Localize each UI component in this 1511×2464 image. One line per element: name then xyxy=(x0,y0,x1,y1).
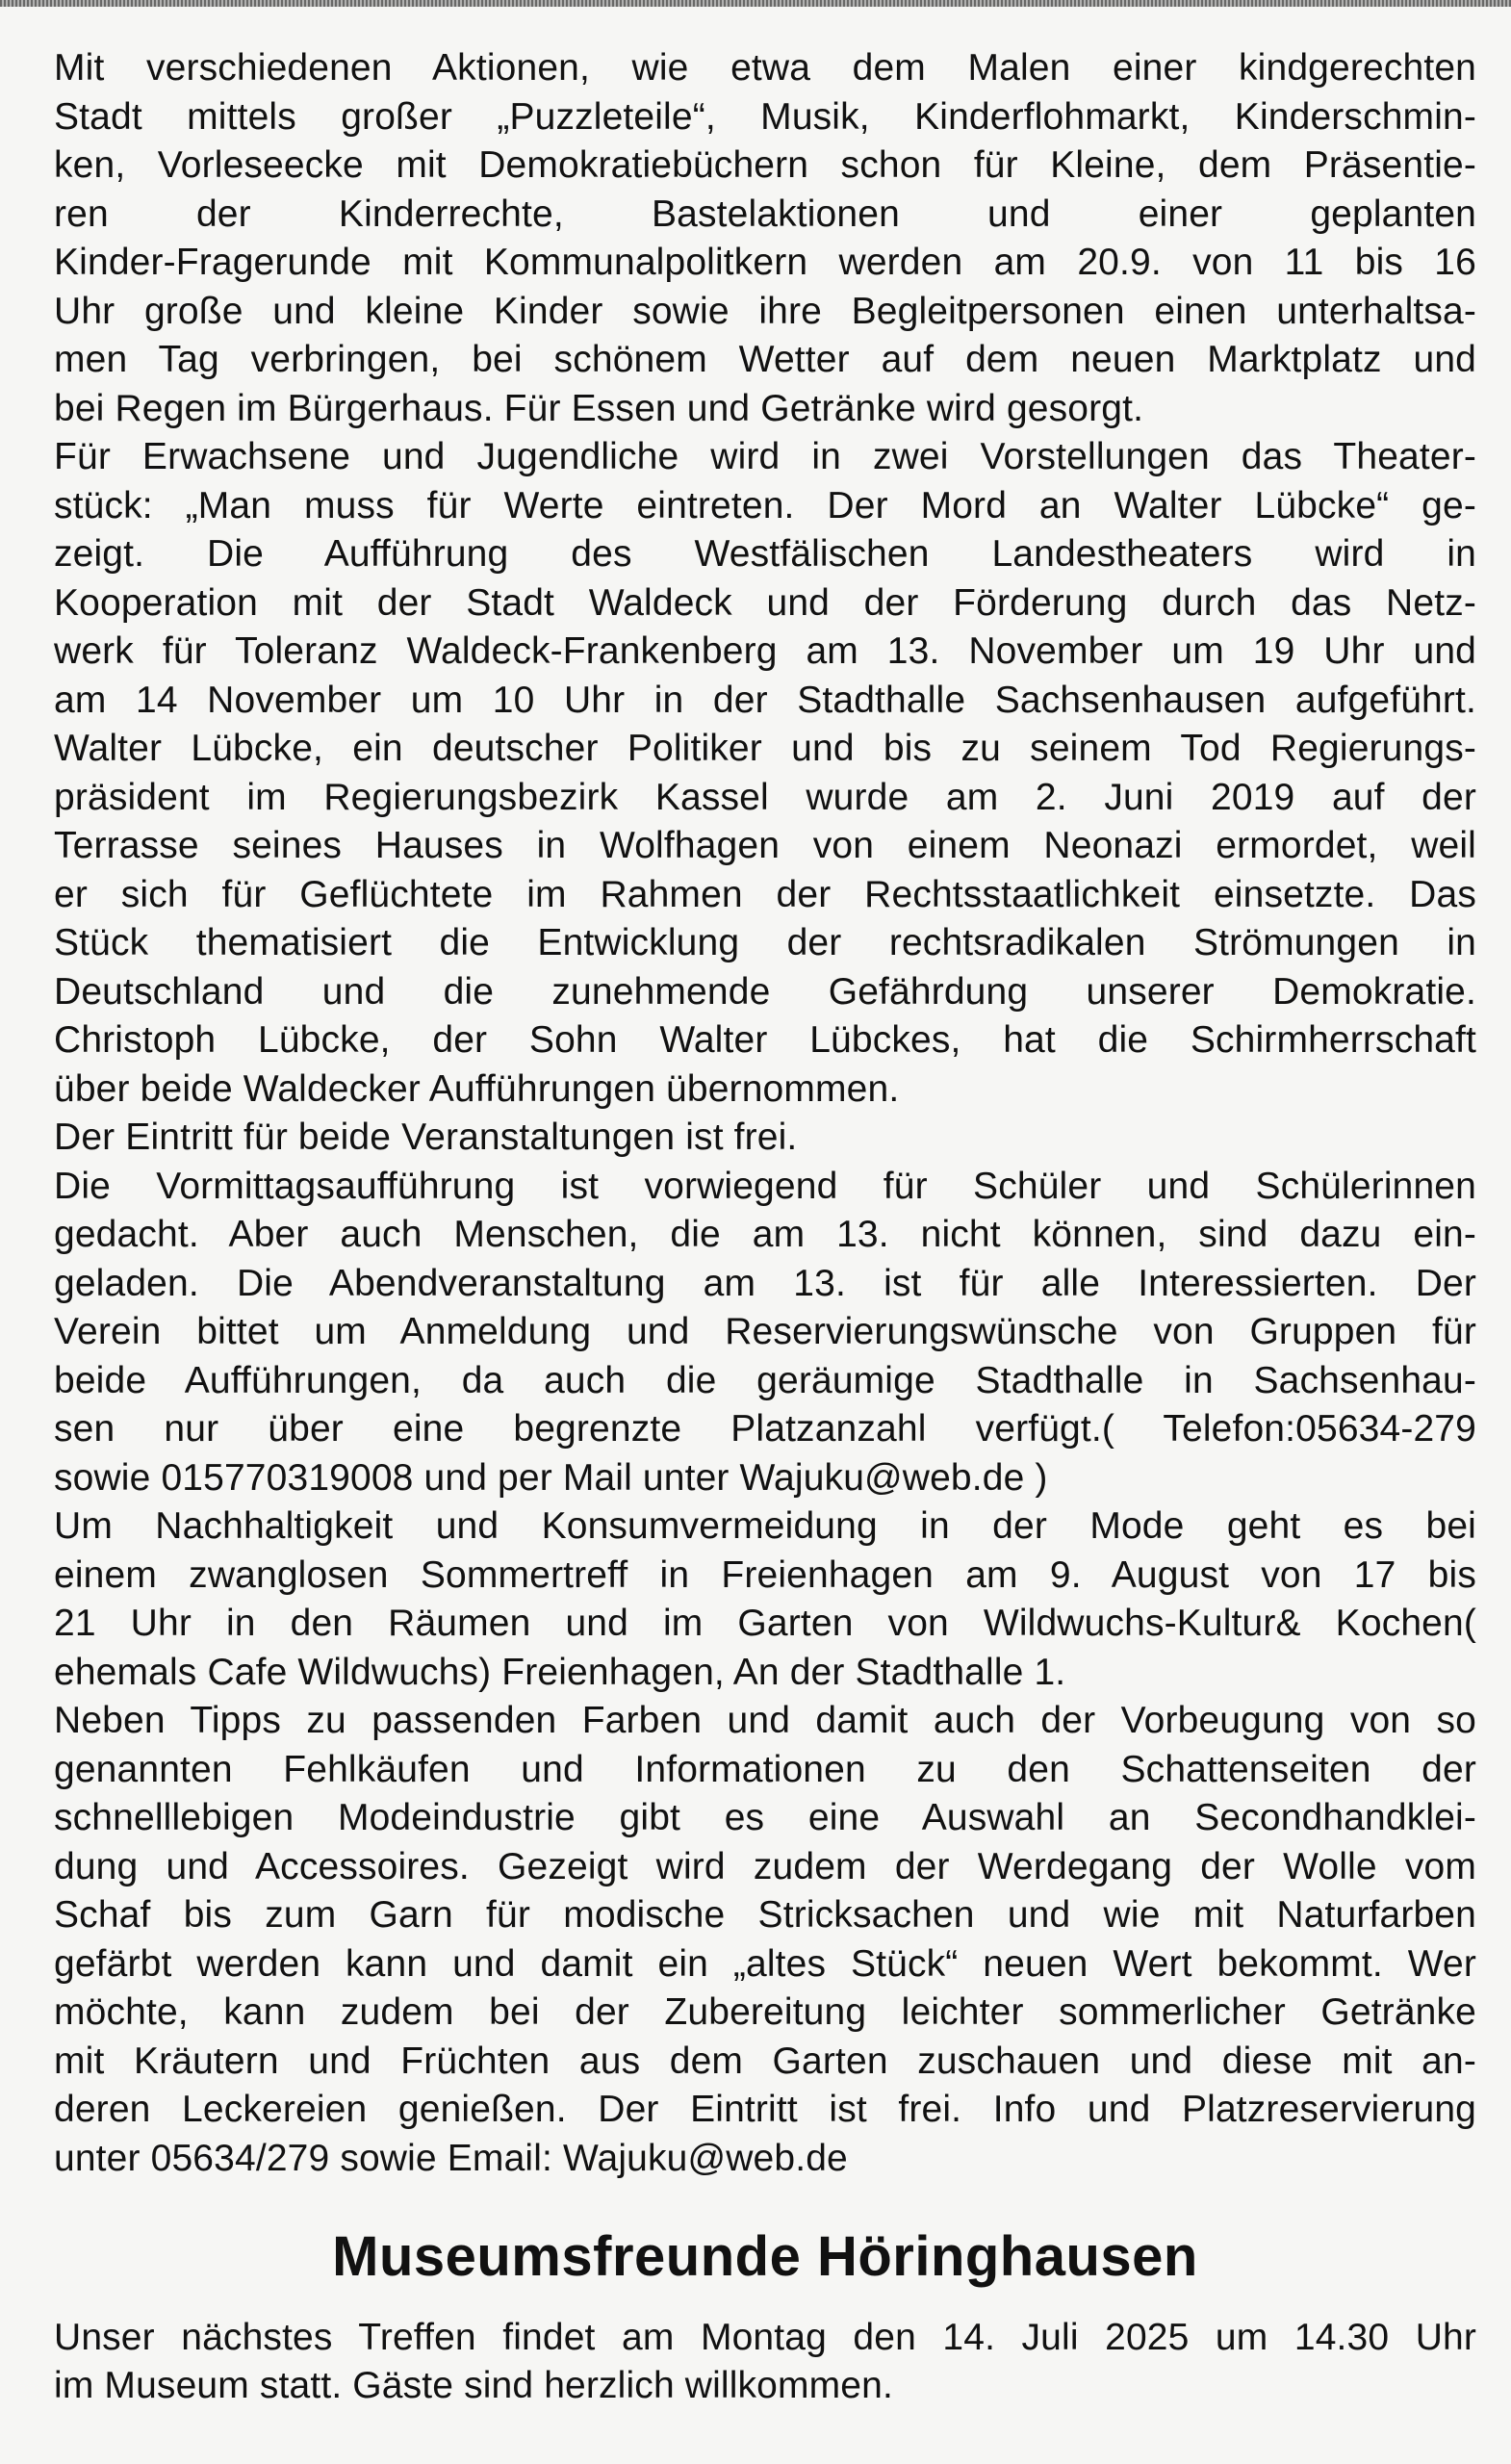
article-line: dung und Accessoires. Gezeigt wird zudem der Werdegang der Wolle vom xyxy=(54,1845,1476,1887)
section-heading: Museumsfreunde Höringhausen xyxy=(332,2225,1198,2288)
article-line: Verein bittet um Anmeldung und Reservierungswünsche von Gruppen für xyxy=(54,1311,1476,1352)
article-line: genannten Fehlkäufen und Informationen zu den Schattenseiten der xyxy=(54,1748,1476,1790)
section-line: Unser nächstes Treffen findet am Montag den 14. Juli 2025 um 14.30 Uhr xyxy=(54,2317,1476,2358)
article-line: Mit verschiedenen Aktionen, wie etwa dem Malen einer kindgerechten xyxy=(54,47,1476,89)
article-line: Neben Tipps zu passenden Farben und damit auch der Vorbeugung von so xyxy=(54,1700,1476,1741)
article-line: einem zwanglosen Sommertreff in Freienhagen am 9. August von 17 bis xyxy=(54,1553,1476,1596)
article-line: deren Leckereien genießen. Der Eintritt ist frei. Info und Platzreservierung xyxy=(54,2089,1476,2130)
article-line: am 14 November um 10 Uhr in der Stadthalle Sachsenhausen aufgeführt. xyxy=(54,679,1476,721)
article-line: gefärbt werden kann und damit ein „altes Stück“ neuen Wert bekommt. Wer xyxy=(54,1942,1476,1985)
article-line: schnelllebigen Modeindustrie gibt es eine Auswahl an Secondhandklei- xyxy=(54,1797,1476,1838)
article-line: Christoph Lübcke, der Sohn Walter Lübckes, hat die Schirmherrschaft xyxy=(54,1019,1476,1061)
article-line: gedacht. Aber auch Menschen, die am 13. nicht können, sind dazu ein- xyxy=(54,1214,1476,1255)
article-line: Uhr große und kleine Kinder sowie ihre Begleitpersonen einen unterhaltsa- xyxy=(54,290,1476,332)
article-line: mit Kräutern und Früchten aus dem Garten zuschauen und diese mit an- xyxy=(54,2040,1476,2082)
article-line: Terrasse seines Hauses in Wolfhagen von einem Neonazi ermordet, weil xyxy=(54,825,1476,866)
top-border-rule xyxy=(0,0,1511,7)
article-line: unter 05634/279 sowie Email: Wajuku@web.de xyxy=(54,2137,848,2179)
article-line: beide Aufführungen, da auch die geräumige Stadthalle in Sachsenhau- xyxy=(54,1359,1476,1401)
article-line: über beide Waldecker Aufführungen übernommen. xyxy=(54,1067,900,1110)
article-line: Um Nachhaltigkeit und Konsumvermeidung in der Mode geht es bei xyxy=(54,1505,1476,1547)
article-line: Stadt mittels großer „Puzzleteile“, Musik, Kinderflohmarkt, Kinderschmin- xyxy=(54,95,1476,138)
article-line: Kinder-Fragerunde mit Kommunalpolitkern werden am 20.9. von 11 bis 16 xyxy=(54,242,1476,283)
article-body xyxy=(54,44,1476,2183)
article-line: stück: „Man muss für Werte eintreten. Der Mord an Walter Lübcke“ ge- xyxy=(54,484,1476,526)
article-line: 21 Uhr in den Räumen und im Garten von Wildwuchs-Kultur& Kochen( xyxy=(54,1603,1476,1644)
article-line: präsident im Regierungsbezirk Kassel wurde am 2. Juni 2019 auf der xyxy=(54,776,1476,818)
article-line: Schaf bis zum Garn für modische Stricksachen und wie mit Naturfarben xyxy=(54,1894,1476,1936)
article-line: sowie 015770319008 und per Mail unter Wajuku@web.de ) xyxy=(54,1456,1048,1499)
article-line: ken, Vorleseecke mit Demokratiebüchern schon für Kleine, dem Präsentie- xyxy=(54,144,1476,186)
article-line: ehemals Cafe Wildwuchs) Freienhagen, An der Stadthalle 1. xyxy=(54,1651,1066,1693)
article-line: werk für Toleranz Waldeck-Frankenberg am 13. November um 19 Uhr und xyxy=(54,630,1476,672)
section-line: im Museum statt. Gäste sind herzlich willkommen. xyxy=(54,2365,893,2406)
article-line: geladen. Die Abendveranstaltung am 13. ist für alle Interessierten. Der xyxy=(54,1262,1476,1304)
article-line: Walter Lübcke, ein deutscher Politiker und bis zu seinem Tod Regierungs- xyxy=(54,728,1476,769)
article-line: men Tag verbringen, bei schönem Wetter auf dem neuen Marktplatz und xyxy=(54,339,1476,380)
article-line: Kooperation mit der Stadt Waldeck und der Förderung durch das Netz- xyxy=(54,581,1476,624)
article-line: sen nur über eine begrenzte Platzanzahl verfügt.( Telefon:05634-279 xyxy=(54,1408,1476,1450)
museum-section xyxy=(54,2223,1476,2410)
article-line: Die Vormittagsaufführung ist vorwiegend für Schüler und Schülerinnen xyxy=(54,1165,1476,1207)
article-line: Der Eintritt für beide Veranstaltungen ist frei. xyxy=(54,1116,798,1158)
article-line: möchte, kann zudem bei der Zubereitung leichter sommerlicher Getränke xyxy=(54,1991,1476,2033)
article-line: er sich für Geflüchtete im Rahmen der Rechtsstaatlichkeit einsetzte. Das xyxy=(54,873,1476,915)
article-line: Stück thematisiert die Entwicklung der rechtsradikalen Strömungen in xyxy=(54,922,1476,963)
article-line: zeigt. Die Aufführung des Westfälischen Landestheaters wird in xyxy=(54,533,1476,575)
article-line: Für Erwachsene und Jugendliche wird in zwei Vorstellungen das Theater- xyxy=(54,436,1476,477)
article-line: bei Regen im Bürgerhaus. Für Essen und Getränke wird gesorgt. xyxy=(54,387,1144,429)
article-line: Deutschland und die zunehmende Gefährdung unserer Demokratie. xyxy=(54,970,1476,1013)
article-line: ren der Kinderrechte, Bastelaktionen und einer geplanten xyxy=(54,192,1476,235)
